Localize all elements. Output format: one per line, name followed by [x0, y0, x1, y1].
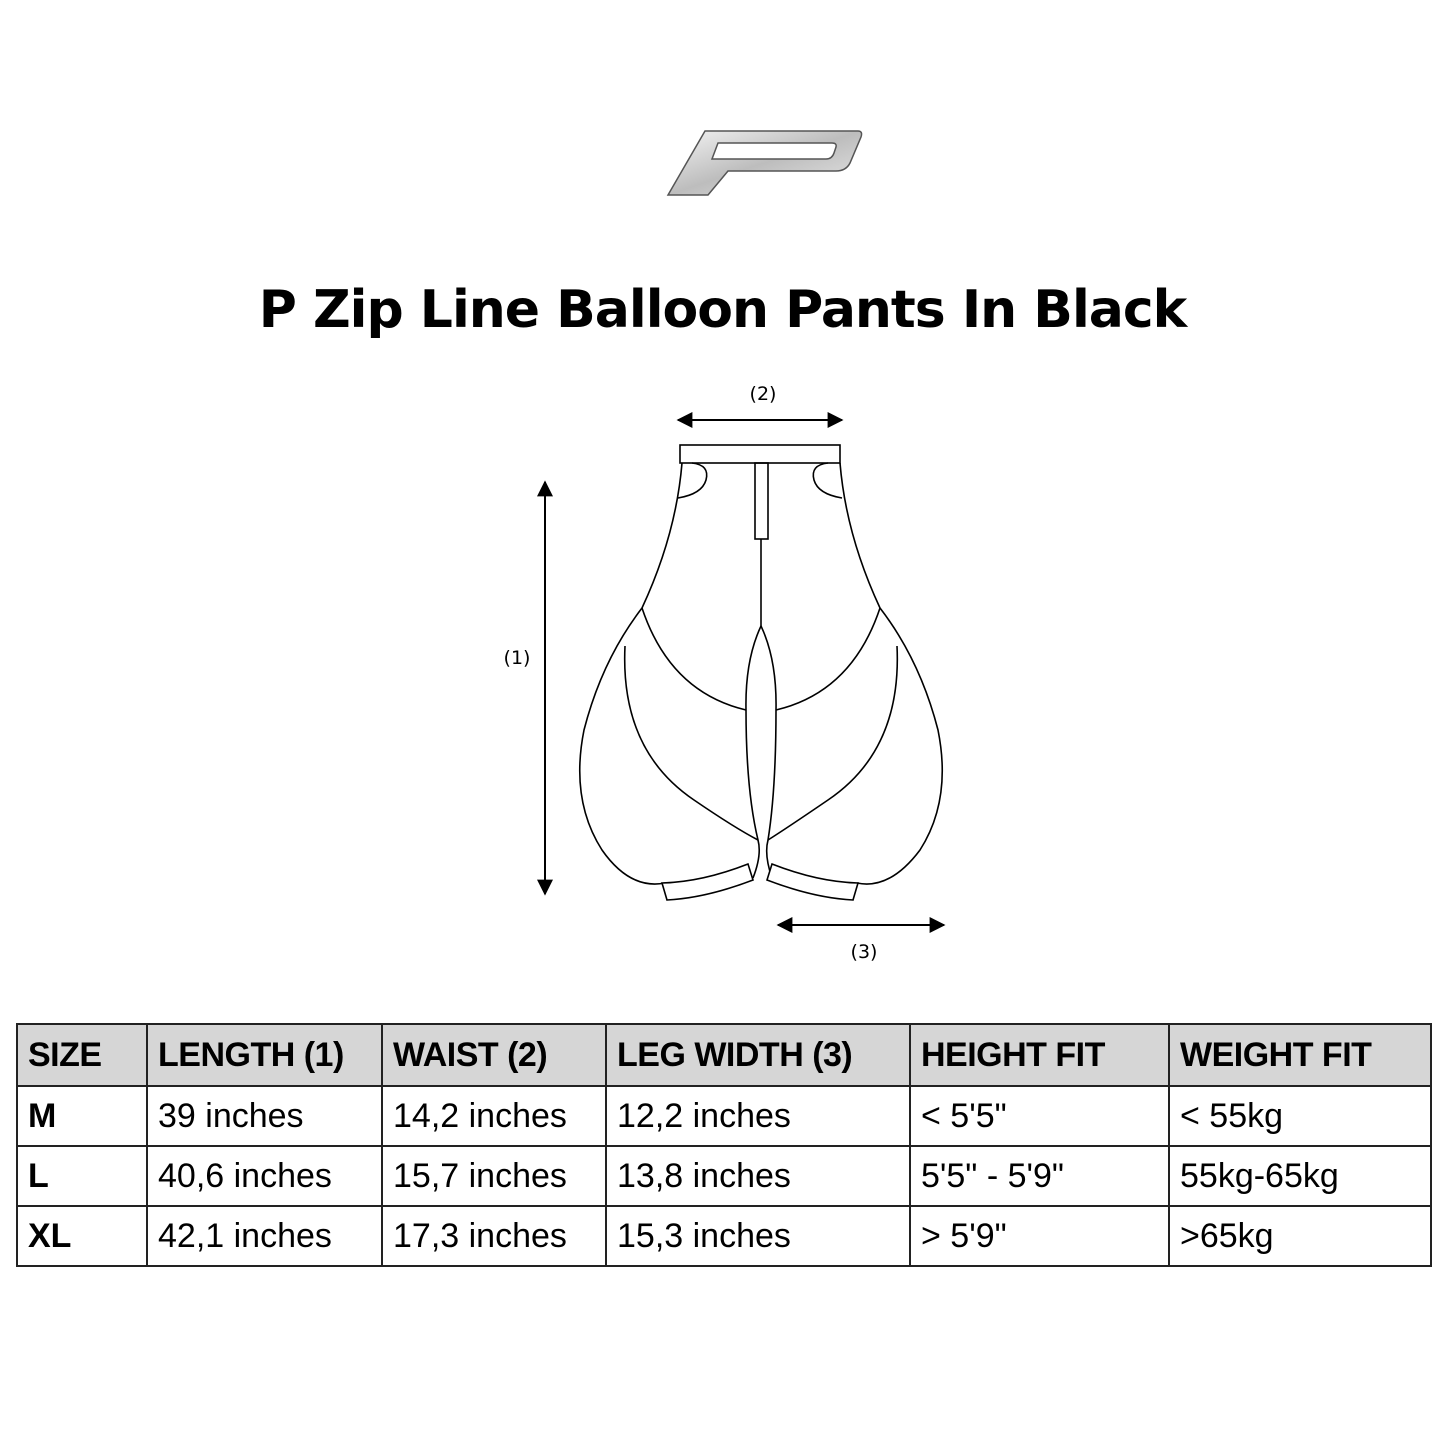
- leg-width-label: (3): [850, 941, 878, 963]
- cell-height-fit: > 5'9": [910, 1206, 1169, 1266]
- cell-height-fit: 5'5" - 5'9": [910, 1146, 1169, 1206]
- length-label: (1): [503, 647, 531, 669]
- header-waist: WAIST (2): [382, 1024, 606, 1086]
- brand-logo: [660, 125, 865, 200]
- waist-label: (2): [749, 383, 777, 405]
- cell-waist: 15,7 inches: [382, 1146, 606, 1206]
- cell-leg-width: 15,3 inches: [606, 1206, 910, 1266]
- header-leg-width: LEG WIDTH (3): [606, 1024, 910, 1086]
- header-height-fit: HEIGHT FIT: [910, 1024, 1169, 1086]
- header-weight-fit: WEIGHT FIT: [1169, 1024, 1431, 1086]
- pants-diagram: [490, 370, 960, 970]
- header-length: LENGTH (1): [147, 1024, 382, 1086]
- cell-weight-fit: < 55kg: [1169, 1086, 1431, 1146]
- cell-length: 40,6 inches: [147, 1146, 382, 1206]
- pants-outline: [580, 445, 943, 900]
- cell-size: M: [17, 1086, 147, 1146]
- cell-length: 39 inches: [147, 1086, 382, 1146]
- table-header-row: [17, 1024, 1431, 1086]
- table-row: [17, 1206, 1431, 1266]
- cell-size: XL: [17, 1206, 147, 1266]
- cell-leg-width: 12,2 inches: [606, 1086, 910, 1146]
- cell-waist: 17,3 inches: [382, 1206, 606, 1266]
- cell-weight-fit: 55kg-65kg: [1169, 1146, 1431, 1206]
- cell-weight-fit: >65kg: [1169, 1206, 1431, 1266]
- cell-height-fit: < 5'5": [910, 1086, 1169, 1146]
- cell-leg-width: 13,8 inches: [606, 1146, 910, 1206]
- cell-length: 42,1 inches: [147, 1206, 382, 1266]
- header-size: SIZE: [17, 1024, 147, 1086]
- size-chart-table: [16, 1023, 1432, 1267]
- table-row: [17, 1086, 1431, 1146]
- page-title: P Zip Line Balloon Pants In Black: [258, 280, 1187, 340]
- cell-waist: 14,2 inches: [382, 1086, 606, 1146]
- cell-size: L: [17, 1146, 147, 1206]
- table-row: [17, 1146, 1431, 1206]
